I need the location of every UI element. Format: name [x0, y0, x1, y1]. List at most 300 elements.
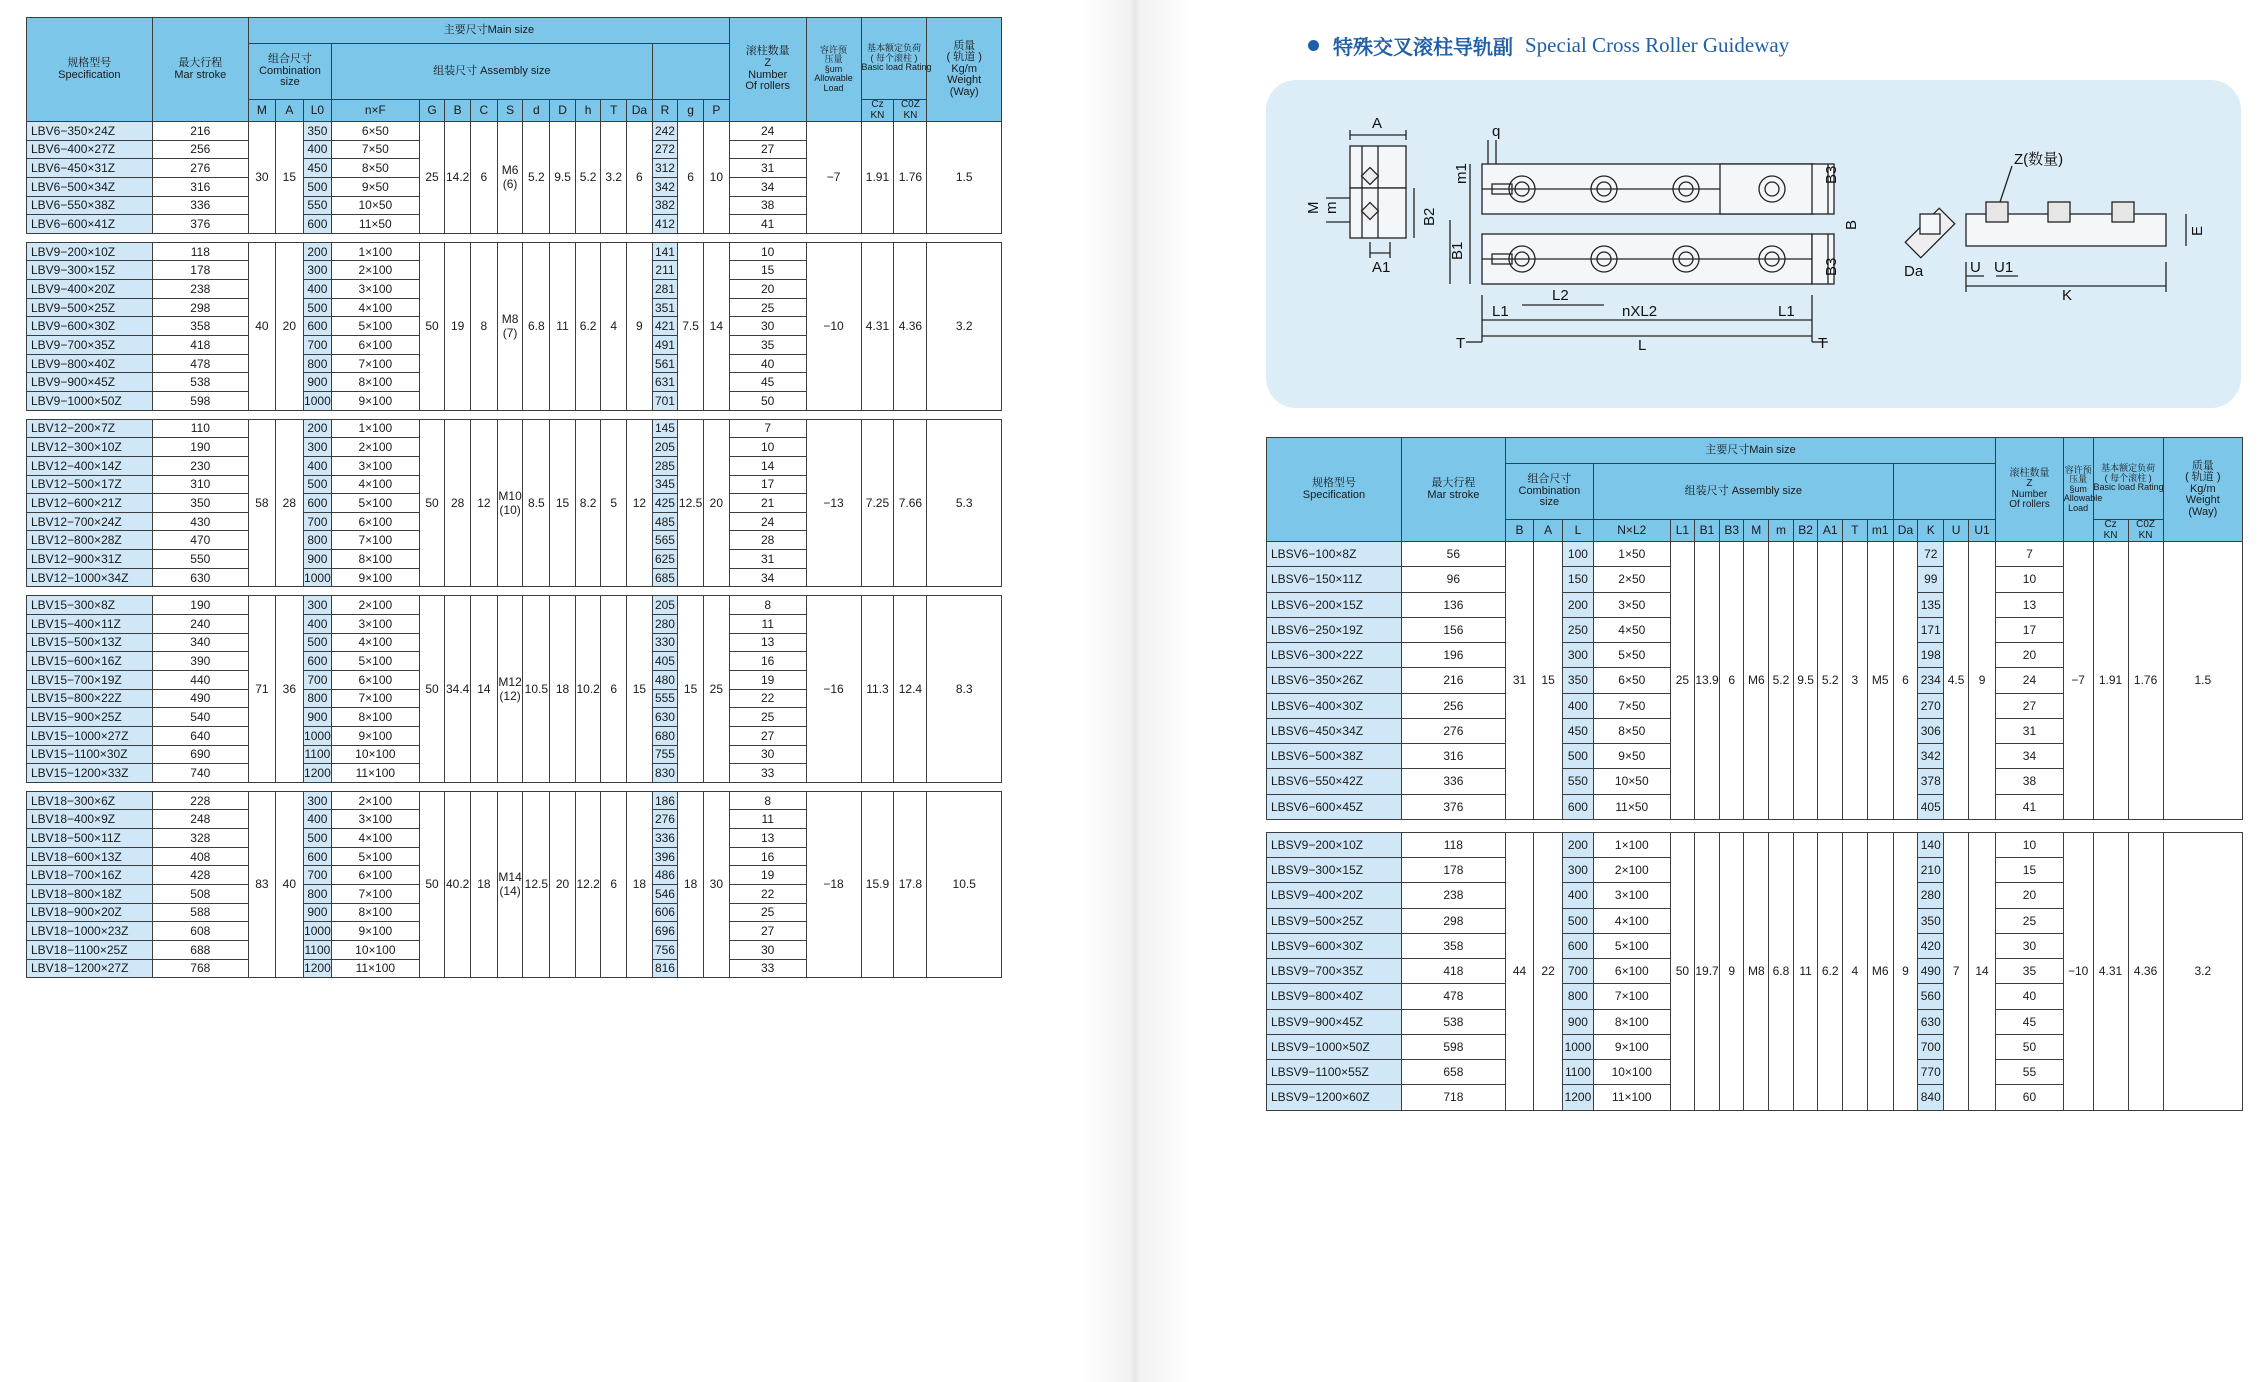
- spec-cell: LBV18−800×18Z: [27, 884, 153, 903]
- cell-rollers: 19: [729, 866, 806, 885]
- label-L1-right: L1: [1778, 303, 1795, 320]
- cell-a: 28: [275, 419, 303, 587]
- cell-nxf: 10×100: [331, 940, 419, 959]
- r-cell-k: 280: [1918, 883, 1944, 908]
- r-cell-m: M8: [1744, 832, 1769, 1110]
- spec-cell: LBSV9−600×30Z: [1267, 933, 1402, 958]
- stroke-cell: 376: [1401, 794, 1505, 819]
- r-subheader-b1: B1: [1695, 520, 1720, 542]
- spec-cell: LBV12−700×24Z: [27, 512, 153, 531]
- r-cell-u: 4.5: [1944, 542, 1969, 820]
- r-subheader-b: B: [1505, 520, 1534, 542]
- spec-cell: LBSV9−800×40Z: [1267, 984, 1402, 1009]
- r-cell-cz: 4.31: [2093, 832, 2128, 1110]
- r-cell-k: 420: [1918, 933, 1944, 958]
- cell-c: 8: [470, 242, 497, 410]
- r-cell-k: 99: [1918, 567, 1944, 592]
- r-cell-rollers: 20: [1996, 883, 2063, 908]
- stroke-cell: 490: [152, 689, 248, 708]
- cell-l0: 800: [303, 689, 331, 708]
- r-cell-k: 171: [1918, 617, 1944, 642]
- table-row: [27, 419, 1002, 438]
- label-A: A: [1372, 115, 1383, 132]
- spec-cell: LBV18−1200×27Z: [27, 959, 153, 978]
- cell-l0: 400: [303, 615, 331, 634]
- r-cell-nxl2: 8×50: [1594, 718, 1671, 743]
- cell-nxf: 8×50: [331, 159, 419, 178]
- cell-l0: 700: [303, 670, 331, 689]
- cell-r: 816: [652, 959, 678, 978]
- r-cell-nxl2: 3×100: [1594, 883, 1671, 908]
- r-cell-l: 200: [1562, 592, 1593, 617]
- cell-r: 561: [652, 354, 678, 373]
- cell-rollers: 22: [729, 884, 806, 903]
- cell-cz: 7.25: [861, 419, 894, 587]
- cell-rollers: 11: [729, 810, 806, 829]
- r-cell-k: 405: [1918, 794, 1944, 819]
- stroke-cell: 428: [152, 866, 248, 885]
- r-subheader-n×l2: N×L2: [1594, 520, 1671, 542]
- r-cell-l: 450: [1562, 718, 1593, 743]
- r-cell-nxl2: 10×100: [1594, 1060, 1671, 1085]
- cell-nxf: 7×50: [331, 140, 419, 159]
- cell-l0: 1100: [303, 940, 331, 959]
- header-stroke: 最大行程 Mar stroke: [152, 18, 248, 122]
- r-cell-rollers: 60: [1996, 1085, 2063, 1110]
- cell-rollers: 30: [729, 745, 806, 764]
- spec-cell: LBV9−600×30Z: [27, 317, 153, 336]
- table-row: [1267, 542, 2243, 567]
- spec-cell: LBV6−450×31Z: [27, 159, 153, 178]
- cell-r: 421: [652, 317, 678, 336]
- subheader-s: S: [497, 100, 523, 122]
- cell-rollers: 35: [729, 336, 806, 355]
- cell-nxf: 4×100: [331, 633, 419, 652]
- cell-r: 312: [652, 159, 678, 178]
- cell-preload: −13: [806, 419, 861, 587]
- cell-nxf: 1×100: [331, 242, 419, 261]
- cell-rollers: 11: [729, 615, 806, 634]
- cell-l0: 200: [303, 242, 331, 261]
- cell-rollers: 24: [729, 122, 806, 141]
- cell-l0: 400: [303, 456, 331, 475]
- stroke-cell: 340: [152, 633, 248, 652]
- r-cell-l: 1000: [1562, 1034, 1593, 1059]
- cell-l0: 300: [303, 596, 331, 615]
- cell-rollers: 21: [729, 494, 806, 513]
- cell-nxf: 4×100: [331, 475, 419, 494]
- subheader-d: D: [550, 100, 576, 122]
- stroke-cell: 658: [1401, 1060, 1505, 1085]
- r-cell-b2: 9.5: [1793, 542, 1818, 820]
- cell-nxf: 9×50: [331, 177, 419, 196]
- cell-rollers: 30: [729, 940, 806, 959]
- cell-preload: −16: [806, 596, 861, 782]
- subheader-cz: Cz KN: [861, 100, 894, 122]
- cell-r: 412: [652, 215, 678, 234]
- cell-da: 6: [627, 122, 653, 234]
- stroke-cell: 470: [152, 531, 248, 550]
- r-subheader-m: M: [1744, 520, 1769, 542]
- cell-s: M10 (10): [497, 419, 523, 587]
- spec-cell: LBSV6−300×22Z: [1267, 643, 1402, 668]
- r-subheader-a1: A1: [1818, 520, 1843, 542]
- r-cell-b1: 19.7: [1695, 832, 1720, 1110]
- cell-r: 485: [652, 512, 678, 531]
- spec-cell: LBV15−900×25Z: [27, 708, 153, 727]
- cell-r: 276: [652, 810, 678, 829]
- r-cell-t: 4: [1843, 832, 1868, 1110]
- cell-m: 58: [249, 419, 276, 587]
- stroke-cell: 276: [152, 159, 248, 178]
- cell-h: 6.2: [575, 242, 601, 410]
- label-M: M: [1305, 201, 1322, 214]
- r-header-rollers: 滚柱数量 Z Number Of rollers: [1996, 438, 2063, 542]
- header-assembly: 组装尺寸 Assembly size: [331, 44, 652, 100]
- stroke-cell: 56: [1401, 542, 1505, 567]
- r-header-preload: 容许预 压量 §um Allowable Load: [2063, 438, 2093, 542]
- subheader-da: Da: [627, 100, 653, 122]
- cell-nxf: 6×100: [331, 512, 419, 531]
- r-cell-nxl2: 5×100: [1594, 933, 1671, 958]
- stroke-cell: 718: [1401, 1085, 1505, 1110]
- cell-rollers: 33: [729, 959, 806, 978]
- cell-l0: 800: [303, 531, 331, 550]
- subheader-r: R: [652, 100, 678, 122]
- cell-b: 14.2: [445, 122, 471, 234]
- r-cell-m: 6.8: [1769, 832, 1794, 1110]
- cell-nxf: 4×100: [331, 298, 419, 317]
- label-K: K: [2062, 287, 2073, 304]
- cell-l0: 350: [303, 122, 331, 141]
- r-subheader-cz: Cz KN: [2093, 520, 2128, 542]
- cell-l0: 300: [303, 438, 331, 457]
- label-nXL2: nXL2: [1622, 303, 1658, 320]
- r-cell-m: 5.2: [1769, 542, 1794, 820]
- cell-cz: 4.31: [861, 242, 894, 410]
- cell-b: 19: [445, 242, 471, 410]
- cell-r: 631: [652, 373, 678, 392]
- r-cell-l: 300: [1562, 858, 1593, 883]
- r-cell-rollers: 41: [1996, 794, 2063, 819]
- cell-rollers: 13: [729, 829, 806, 848]
- stroke-cell: 110: [152, 419, 248, 438]
- header-spec: 规格型号 Specification: [27, 18, 153, 122]
- r-cell-rollers: 10: [1996, 567, 2063, 592]
- cell-g: 50: [419, 242, 445, 410]
- r-cell-c0z: 1.76: [2128, 542, 2163, 820]
- cell-r: 186: [652, 791, 678, 810]
- r-cell-l: 800: [1562, 984, 1593, 1009]
- r-cell-l: 1100: [1562, 1060, 1593, 1085]
- cell-g: 12.5: [678, 419, 704, 587]
- cell-cz: 1.91: [861, 122, 894, 234]
- cell-l0: 1000: [303, 726, 331, 745]
- cell-da: 18: [627, 791, 653, 977]
- r-cell-rollers: 7: [1996, 542, 2063, 567]
- r-cell-rollers: 25: [1996, 908, 2063, 933]
- cell-l0: 700: [303, 512, 331, 531]
- label-T-left: T: [1456, 335, 1466, 352]
- stroke-cell: 598: [152, 391, 248, 410]
- spec-cell: LBSV9−1000×50Z: [1267, 1034, 1402, 1059]
- subheader-t: T: [601, 100, 627, 122]
- r-cell-rollers: 20: [1996, 643, 2063, 668]
- r-cell-k: 270: [1918, 693, 1944, 718]
- subheader-g: G: [419, 100, 445, 122]
- right-spec-table: [1266, 437, 2243, 1111]
- spec-cell: LBV15−700×19Z: [27, 670, 153, 689]
- r-cell-k: 378: [1918, 769, 1944, 794]
- stroke-cell: 310: [152, 475, 248, 494]
- r-cell-k: 210: [1918, 858, 1944, 883]
- spec-cell: LBSV6−450×34Z: [1267, 718, 1402, 743]
- r-cell-l: 300: [1562, 643, 1593, 668]
- stroke-cell: 418: [152, 336, 248, 355]
- stroke-cell: 608: [152, 922, 248, 941]
- cell-d: 11: [550, 242, 576, 410]
- spec-cell: LBV15−500×13Z: [27, 633, 153, 652]
- spec-cell: LBSV9−300×15Z: [1267, 858, 1402, 883]
- spec-cell: LBV6−350×24Z: [27, 122, 153, 141]
- cell-rollers: 16: [729, 847, 806, 866]
- cell-r: 336: [652, 829, 678, 848]
- cell-rollers: 27: [729, 726, 806, 745]
- spec-cell: LBSV6−550×42Z: [1267, 769, 1402, 794]
- cell-g: 50: [419, 419, 445, 587]
- cell-nxf: 11×100: [331, 764, 419, 783]
- cell-l0: 400: [303, 280, 331, 299]
- cell-nxf: 4×100: [331, 829, 419, 848]
- cell-nxf: 9×100: [331, 391, 419, 410]
- r-cell-nxl2: 1×50: [1594, 542, 1671, 567]
- cell-r: 211: [652, 261, 678, 280]
- r-cell-nxl2: 10×50: [1594, 769, 1671, 794]
- cell-r: 491: [652, 336, 678, 355]
- cell-da: 9: [627, 242, 653, 410]
- spec-cell: LBSV9−400×20Z: [1267, 883, 1402, 908]
- r-cell-rollers: 50: [1996, 1034, 2063, 1059]
- stroke-cell: 640: [152, 726, 248, 745]
- cell-r: 330: [652, 633, 678, 652]
- cell-r: 405: [652, 652, 678, 671]
- r-cell-weight: 3.2: [2163, 832, 2242, 1110]
- r-cell-nxl2: 6×50: [1594, 668, 1671, 693]
- spec-cell: LBV12−400×14Z: [27, 456, 153, 475]
- spec-cell: LBV15−300×8Z: [27, 596, 153, 615]
- r-subheader-b2: B2: [1793, 520, 1818, 542]
- cell-weight: 5.3: [927, 419, 1002, 587]
- stroke-cell: 256: [152, 140, 248, 159]
- cell-r: 205: [652, 438, 678, 457]
- cell-r: 351: [652, 298, 678, 317]
- r-cell-rollers: 34: [1996, 744, 2063, 769]
- r-cell-u1: 9: [1968, 542, 1995, 820]
- stroke-cell: 196: [1401, 643, 1505, 668]
- stroke-cell: 228: [152, 791, 248, 810]
- cell-nxf: 1×100: [331, 419, 419, 438]
- cell-nxf: 7×100: [331, 884, 419, 903]
- cell-c0z: 7.66: [894, 419, 927, 587]
- r-cell-rollers: 35: [1996, 959, 2063, 984]
- cell-a: 15: [275, 122, 303, 234]
- guideway-drawing: [1266, 80, 2241, 408]
- spec-cell: LBV18−600×13Z: [27, 847, 153, 866]
- stroke-cell: 588: [152, 903, 248, 922]
- cell-m: 30: [249, 122, 276, 234]
- r-cell-l: 550: [1562, 769, 1593, 794]
- cell-rollers: 22: [729, 689, 806, 708]
- r-cell-l: 1200: [1562, 1085, 1593, 1110]
- r-cell-nxl2: 11×100: [1594, 1085, 1671, 1110]
- stroke-cell: 178: [1401, 858, 1505, 883]
- cell-b: 28: [445, 419, 471, 587]
- cell-l0: 600: [303, 215, 331, 234]
- r-cell-l: 900: [1562, 1009, 1593, 1034]
- label-q: q: [1492, 123, 1501, 140]
- r-subheader-u: U: [1944, 520, 1969, 542]
- title-zh: 特殊交叉滚柱导轨副: [1333, 34, 1513, 59]
- table-row: [27, 242, 1002, 261]
- cell-nxf: 5×100: [331, 317, 419, 336]
- r-cell-l: 200: [1562, 832, 1593, 857]
- cell-l0: 700: [303, 866, 331, 885]
- stroke-cell: 598: [1401, 1034, 1505, 1059]
- spec-cell: LBV18−400×9Z: [27, 810, 153, 829]
- r-cell-nxl2: 4×50: [1594, 617, 1671, 642]
- spec-cell: LBSV9−1200×60Z: [1267, 1085, 1402, 1110]
- cell-p: 30: [703, 791, 729, 977]
- cell-nxf: 5×100: [331, 652, 419, 671]
- cell-a: 36: [275, 596, 303, 782]
- cell-p: 20: [703, 419, 729, 587]
- header-rollers: 滚柱数量 Z Number Of rollers: [729, 18, 806, 122]
- r-cell-l1: 25: [1670, 542, 1695, 820]
- cell-d: 20: [550, 791, 576, 977]
- subheader-d: d: [523, 100, 550, 122]
- cell-nxf: 2×100: [331, 438, 419, 457]
- cell-l0: 1000: [303, 568, 331, 587]
- spec-cell: LBV15−1000×27Z: [27, 726, 153, 745]
- cell-preload: −18: [806, 791, 861, 977]
- cell-nxf: 2×100: [331, 596, 419, 615]
- header-rating: 基本额定负荷 ( 每个滚柱 ) Basic load Rating: [861, 18, 927, 100]
- r-cell-rollers: 40: [1996, 984, 2063, 1009]
- spec-cell: LBSV9−900×45Z: [1267, 1009, 1402, 1034]
- cell-c: 14: [470, 596, 497, 782]
- subheader-c0z: C0Z KN: [894, 100, 927, 122]
- stroke-cell: 768: [152, 959, 248, 978]
- r-cell-rollers: 27: [1996, 693, 2063, 718]
- cell-c: 6: [470, 122, 497, 234]
- header-main-size: 主要尺寸Main size: [249, 18, 730, 44]
- r-cell-k: 700: [1918, 1034, 1944, 1059]
- title-bullet-icon: [1308, 40, 1319, 51]
- cell-nxf: 8×100: [331, 550, 419, 569]
- r-cell-da: 6: [1893, 542, 1918, 820]
- r-cell-b2: 11: [1793, 832, 1818, 1110]
- header-preload: 容许预 压量 §um Allowable Load: [806, 18, 861, 122]
- cell-rollers: 30: [729, 317, 806, 336]
- stroke-cell: 540: [152, 708, 248, 727]
- cell-r: 342: [652, 177, 678, 196]
- r-cell-b3: 6: [1719, 542, 1744, 820]
- r-cell-l: 600: [1562, 933, 1593, 958]
- spec-cell: LBV18−900×20Z: [27, 903, 153, 922]
- spec-cell: LBSV6−150×11Z: [1267, 567, 1402, 592]
- cell-l0: 500: [303, 177, 331, 196]
- cell-l0: 600: [303, 494, 331, 513]
- cell-cz: 15.9: [861, 791, 894, 977]
- r-cell-rollers: 24: [1996, 668, 2063, 693]
- cell-rollers: 34: [729, 568, 806, 587]
- r-subheader-l1: L1: [1670, 520, 1695, 542]
- cell-r: 425: [652, 494, 678, 513]
- stroke-cell: 276: [1401, 718, 1505, 743]
- spec-cell: LBV15−400×11Z: [27, 615, 153, 634]
- table-row: [27, 122, 1002, 141]
- stroke-cell: 328: [152, 829, 248, 848]
- cell-m: 83: [249, 791, 276, 977]
- label-B: B: [1843, 219, 1860, 230]
- spec-cell: LBV9−300×15Z: [27, 261, 153, 280]
- r-cell-k: 490: [1918, 959, 1944, 984]
- subheader-h: h: [575, 100, 601, 122]
- cell-p: 25: [703, 596, 729, 782]
- spec-cell: LBSV6−600×45Z: [1267, 794, 1402, 819]
- spec-cell: LBV6−600×41Z: [27, 215, 153, 234]
- stroke-cell: 316: [1401, 744, 1505, 769]
- r-subheader-l: L: [1562, 520, 1593, 542]
- r-cell-nxl2: 2×50: [1594, 567, 1671, 592]
- r-cell-k: 350: [1918, 908, 1944, 933]
- cell-c: 18: [470, 791, 497, 977]
- r-cell-l: 600: [1562, 794, 1593, 819]
- left-spec-table: [26, 17, 1002, 978]
- r-cell-l: 500: [1562, 744, 1593, 769]
- cell-nxf: 3×100: [331, 456, 419, 475]
- cell-t: 4: [601, 242, 627, 410]
- r-cell-nxl2: 9×100: [1594, 1034, 1671, 1059]
- cell-rollers: 17: [729, 475, 806, 494]
- cell-nxf: 10×50: [331, 196, 419, 215]
- cell-l0: 550: [303, 196, 331, 215]
- label-B3-top: B3: [1823, 165, 1840, 184]
- stroke-cell: 298: [1401, 908, 1505, 933]
- subheader-n×f: n×F: [331, 100, 419, 122]
- cell-l0: 800: [303, 354, 331, 373]
- label-T-right: T: [1818, 335, 1828, 352]
- cell-nxf: 3×100: [331, 615, 419, 634]
- cell-rollers: 25: [729, 298, 806, 317]
- stroke-cell: 550: [152, 550, 248, 569]
- guideway-diagram: [1266, 80, 2241, 408]
- r-cell-k: 840: [1918, 1085, 1944, 1110]
- cell-rollers: 14: [729, 456, 806, 475]
- r-subheader-b3: B3: [1719, 520, 1744, 542]
- cell-h: 8.2: [575, 419, 601, 587]
- stroke-cell: 298: [152, 298, 248, 317]
- stroke-cell: 390: [152, 652, 248, 671]
- cell-h: 10.2: [575, 596, 601, 782]
- cell-l0: 1200: [303, 764, 331, 783]
- cell-d: 10.5: [523, 596, 550, 782]
- r-cell-a1: 5.2: [1818, 542, 1843, 820]
- cell-rollers: 31: [729, 159, 806, 178]
- table-row: [27, 596, 1002, 615]
- stroke-cell: 508: [152, 884, 248, 903]
- cell-r: 625: [652, 550, 678, 569]
